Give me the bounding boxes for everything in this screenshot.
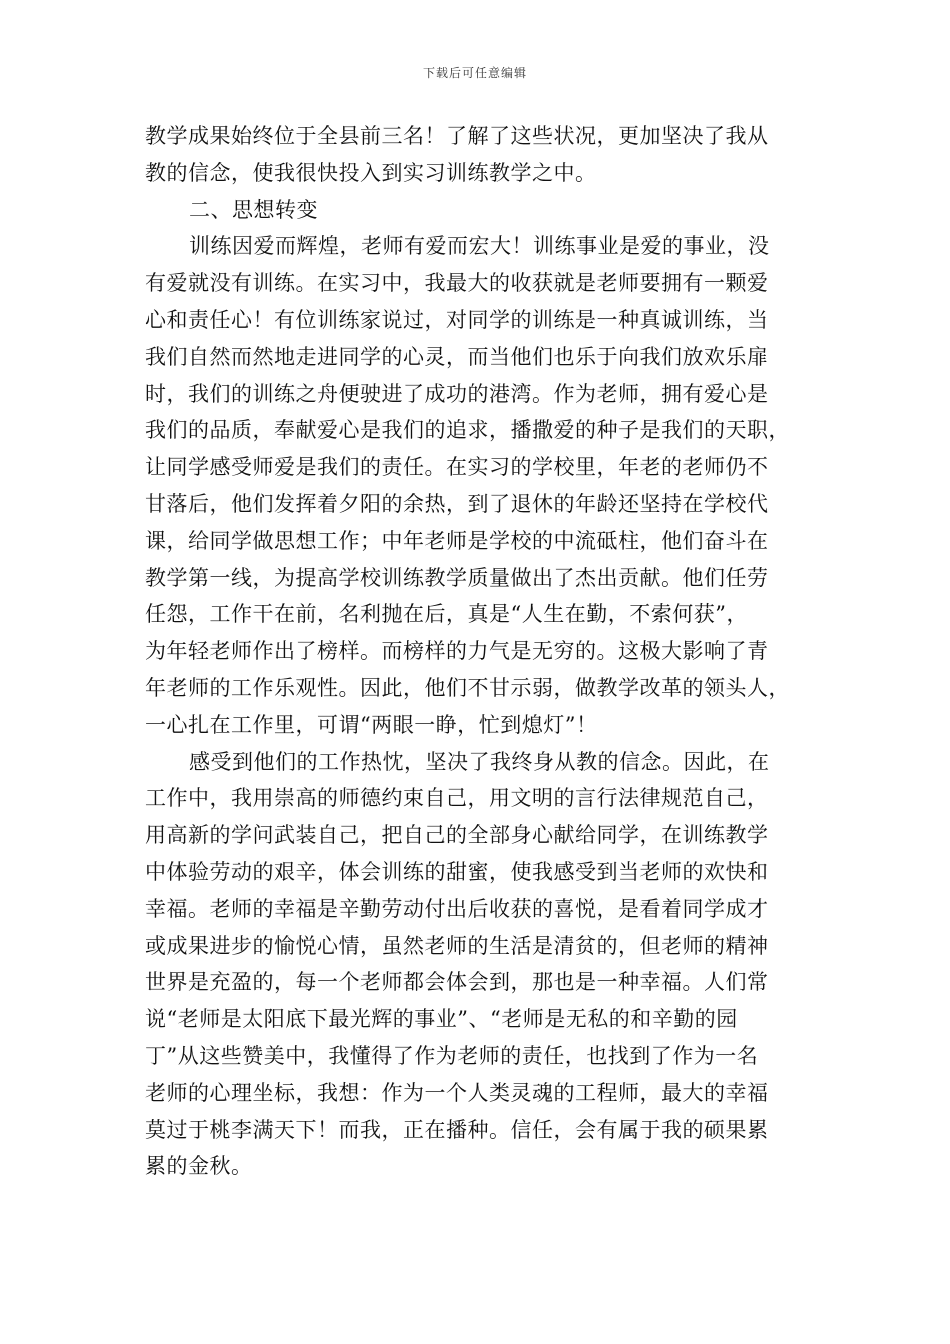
- text-line: 或成果进步的愉悦心情，虽然老师的生活是清贫的，但老师的精神: [145, 933, 769, 958]
- text-line: 说“老师是太阳底下最光辉的事业”、“老师是无私的和辛勤的园: [145, 1007, 738, 1032]
- text-line: 老师的心理坐标，我想：作为一个人类灵魂的工程师，最大的幸福: [145, 1080, 769, 1105]
- text-line: 二、思想转变: [189, 197, 318, 222]
- text-line: 时，我们的训练之舟便驶进了成功的港湾。作为老师，拥有爱心是: [145, 381, 769, 406]
- text-line: 训练因爱而辉煌，老师有爱而宏大！训练事业是爱的事业，没: [189, 234, 770, 259]
- text-line: 课，给同学做思想工作；中年老师是学校的中流砥柱，他们奋斗在: [145, 528, 769, 553]
- text-line: 任怨，工作干在前，名利抛在后，真是“人生在勤，不索何获”，: [145, 602, 748, 627]
- text-line: 丁”从这些赞美中，我懂得了作为老师的责任，也找到了作为一名: [145, 1043, 759, 1068]
- text-line: 用高新的学问武装自己，把自己的全部身心献给同学，在训练教学: [145, 823, 769, 848]
- text-line: 甘落后，他们发挥着夕阳的余热，到了退休的年龄还坚持在学校代: [145, 491, 769, 516]
- text-line: 让同学感受师爱是我们的责任。在实习的学校里，年老的老师仍不: [145, 455, 769, 480]
- text-line: 一心扎在工作里，可谓“两眼一睁，忙到熄灯”！: [145, 712, 598, 737]
- text-line: 我们自然而然地走进同学的心灵，而当他们也乐于向我们放欢乐扉: [145, 344, 769, 369]
- text-line: 年老师的工作乐观性。因此，他们不甘示弱，做教学改革的领头人，: [145, 675, 790, 700]
- text-line: 感受到他们的工作热忱，坚决了我终身从教的信念。因此，在: [189, 749, 770, 774]
- text-line: 教的信念，使我很快投入到实习训练教学之中。: [145, 160, 597, 185]
- text-line: 工作中，我用崇高的师德约束自己，用文明的言行法律规范自己，: [145, 786, 769, 811]
- text-line: 世界是充盈的，每一个老师都会体会到，那也是一种幸福。人们常: [145, 970, 769, 995]
- text-line: 有爱就没有训练。在实习中，我最大的收获就是老师要拥有一颗爱: [145, 271, 769, 296]
- text-line: 莫过于桃李满天下！而我，正在播种。信任，会有属于我的硕果累: [145, 1117, 769, 1142]
- text-line: 教学成果始终位于全县前三名！了解了这些状况，更加坚决了我从: [145, 124, 769, 148]
- text-line: 心和责任心！有位训练家说过，对同学的训练是一种真诚训练，当: [145, 307, 769, 332]
- text-line: 为年轻老师作出了榜样。而榜样的力气是无穷的。这极大影响了青: [145, 639, 769, 664]
- text-line: 中体验劳动的艰辛，体会训练的甜蜜，使我感受到当老师的欢快和: [145, 859, 769, 884]
- text-line: 我们的品质，奉献爱心是我们的追求，播撒爱的种子是我们的天职，: [145, 418, 790, 443]
- page-header: 下载后可任意编辑: [422, 66, 527, 80]
- body-text: [145, 118, 825, 1185]
- text-line: 教学第一线，为提高学校训练教学质量做出了杰出贡献。他们任劳: [145, 565, 769, 590]
- text-line: 幸福。老师的幸福是辛勤劳动付出后收获的喜悦，是看着同学成才: [145, 896, 769, 921]
- text-line: 累的金秋。: [145, 1154, 253, 1179]
